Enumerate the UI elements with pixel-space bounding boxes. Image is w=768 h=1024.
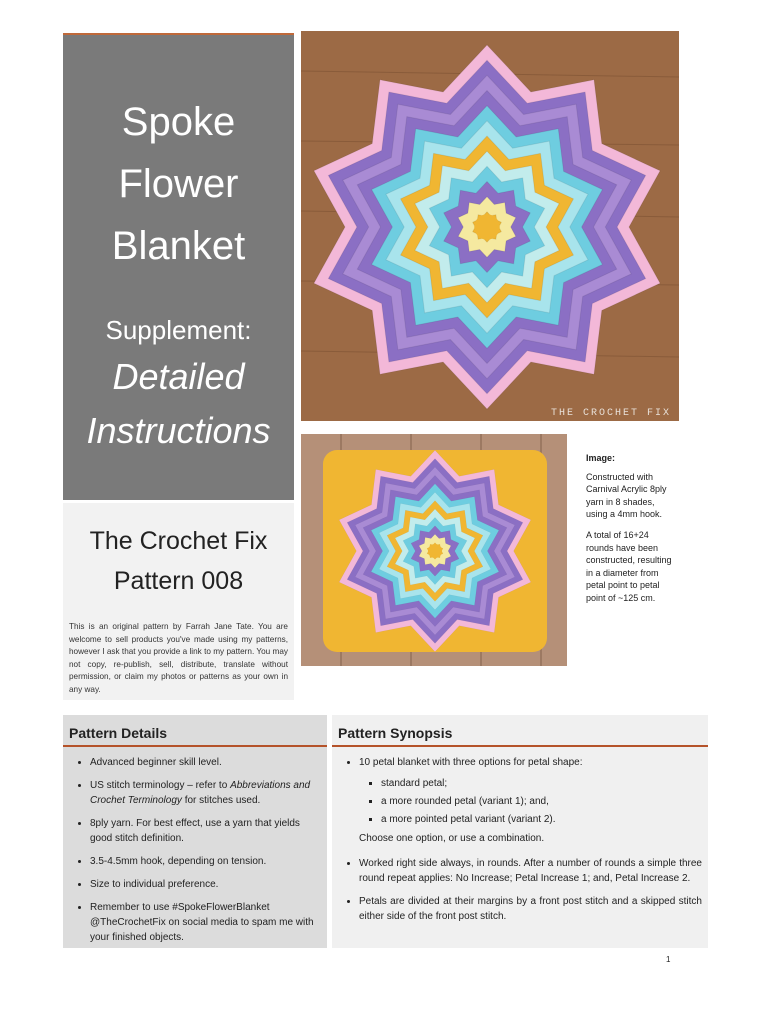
list-item: • Advanced beginner skill level. xyxy=(90,755,317,770)
brand-panel xyxy=(63,503,294,700)
pattern-number: Pattern 008 xyxy=(113,567,244,595)
choice-note: Choose one option, or use a combination. xyxy=(359,833,545,844)
list-item: • Petals are divided at their margins by a front post stitch and a skipped stitch either side of the front post stitch. xyxy=(359,894,702,924)
page-number: 1 xyxy=(666,955,671,964)
caption-title: Image: xyxy=(586,453,616,463)
caption-paragraph: A total of 16+24 rounds have been constructed, resulting in a diameter from petal point to petal point of ~125 cm. xyxy=(586,529,672,603)
title-panel xyxy=(63,33,294,500)
flower-center xyxy=(474,214,499,239)
detailed-instructions-label: Detailed Instructions xyxy=(86,356,271,451)
brand-name: The Crochet Fix Pattern 008 xyxy=(63,521,294,601)
list-item: ▪ standard petal; xyxy=(381,776,696,791)
document-title: Spoke Flower Blanket xyxy=(111,100,246,268)
pattern-synopsis-list xyxy=(332,755,708,924)
cushion-photo xyxy=(301,434,567,666)
pattern-details-panel xyxy=(63,715,327,948)
list-item: • Remember to use #SpokeFlowerBlanket @TheCrochetFix on social media to spam me with your finished objects. xyxy=(90,900,317,945)
list-item: • 3.5-4.5mm hook, depending on tension. xyxy=(90,854,317,869)
caption-paragraph: Constructed with Carnival Acrylic 8ply yarn in 8 shades, using a 4mm hook. xyxy=(586,471,667,520)
list-item: ▪ a more rounded petal (variant 1); and, xyxy=(381,794,696,809)
supplement-label: Supplement: xyxy=(105,315,252,345)
list-item: • US stitch terminology – refer to Abbreviations and Crochet Terminology for stitches used. xyxy=(90,778,317,808)
flower-center xyxy=(428,544,442,558)
blanket-photo xyxy=(301,31,679,421)
pattern-synopsis-heading: Pattern Synopsis xyxy=(332,715,708,747)
list-item: • Worked right side always, in rounds. After a number of rounds a simple three round repeat applies: No Increase; Petal Increase 1; and, Petal Increase 2. xyxy=(359,856,702,886)
image-caption xyxy=(586,452,672,613)
pattern-details-heading: Pattern Details xyxy=(63,715,327,747)
list-item: • 10 petal blanket with three options for petal shape: ▪ standard petal; ▪ a more rounded petal (variant 1); and, ▪ a more pointed petal variant (variant 2). Choose one option, or use a combination. xyxy=(359,755,702,846)
copyright-notice: This is an original pattern by Farrah Jane Tate. You are welcome to sell products you've made using my patterns, however I ask that you provide a link to my pattern. You may not copy, re-publish, sell, distribute, translate without permission, or claim my photos or patterns as your own in any way. xyxy=(69,622,288,694)
list-item: ▪ a more pointed petal variant (variant 2). xyxy=(381,812,696,827)
petal-options-list xyxy=(359,776,702,827)
pattern-details-list xyxy=(63,755,327,945)
list-item: • 8ply yarn. For best effect, use a yarn that yields good stitch definition. xyxy=(90,816,317,846)
pattern-synopsis-panel xyxy=(332,715,708,948)
photo-watermark: THE CROCHET FIX xyxy=(550,408,671,419)
list-item: • Size to individual preference. xyxy=(90,877,317,892)
